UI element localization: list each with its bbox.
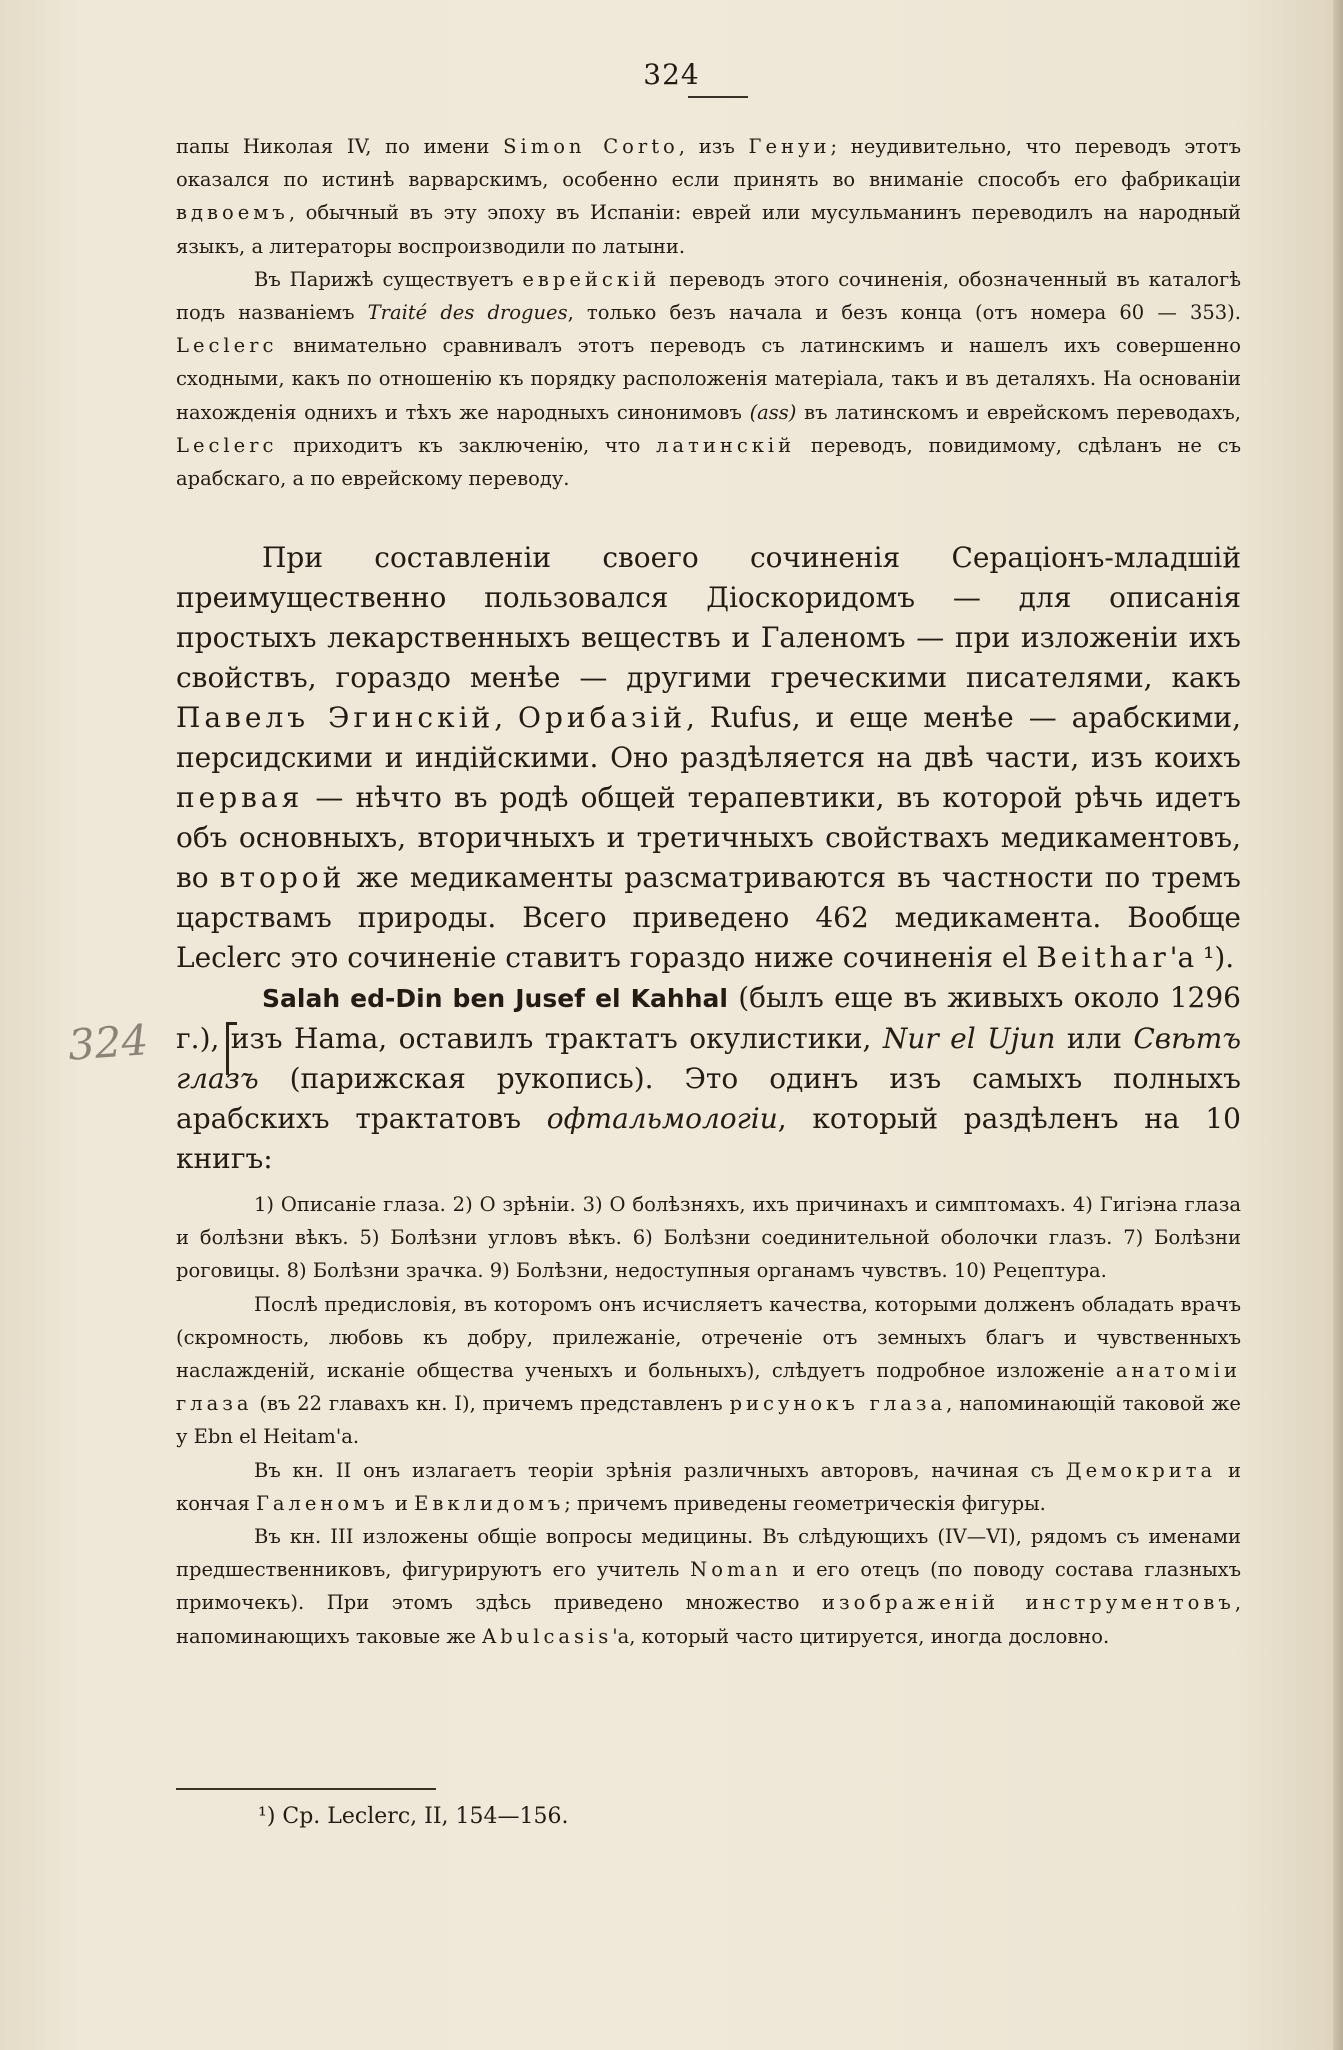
- spaced-emphasis: Beithar: [1036, 941, 1170, 974]
- spaced-emphasis: латинскій: [656, 433, 796, 457]
- text-run: , напоминающихъ таковые же: [176, 1591, 1242, 1648]
- spaced-emphasis: вдвоемъ: [176, 201, 289, 225]
- page-number: 324: [643, 58, 700, 91]
- paragraph: [176, 130, 1241, 263]
- text-run: — нѣчто въ родѣ общей терапевтики, въ которой рѣчь идетъ объ основныхъ, вторичныхъ и третичныхъ свойствахъ медикаментовъ, во: [176, 781, 1241, 894]
- paragraph: [176, 538, 1241, 978]
- spaced-emphasis: Демокрита: [1065, 1458, 1217, 1482]
- footnote-rule: [176, 1788, 436, 1790]
- text-run: (былъ еще въ живыхъ около 1296 г.), изъ Hama, оставилъ трактатъ окулистики,: [176, 981, 1242, 1055]
- text-run: же медикаменты разсматриваются въ частности по тремъ царствамъ природы. Всего приведено 462 медикамента. Вообще Leclerc это сочиненіе ставитъ гораздо ниже сочиненія el: [176, 861, 1241, 974]
- paragraph: [176, 1454, 1241, 1520]
- spaced-emphasis: Евклидомъ: [414, 1491, 565, 1515]
- spaced-emphasis: Генуи: [748, 135, 831, 158]
- text-run: (парижская рукопись). Это одинъ изъ самыхъ полныхъ арабскихъ трактатовъ: [176, 1062, 1241, 1135]
- text-run: приходитъ къ заключенію, что: [277, 433, 657, 457]
- italic-text: Traité des drogues: [367, 301, 568, 325]
- text-run: 1) Описаніе глаза. 2) О зрѣніи. 3) О болѣзняхъ, ихъ причинахъ и симптомахъ. 4) Гигіэна глаза и болѣзни вѣкъ. 5) Болѣзни угловъ вѣкъ. 6) Болѣзни соединительной оболочки глазъ. 7) Болѣзни роговицы. 8) Болѣзни зрачка. 9) Болѣзни, недоступныя органамъ чувствъ. 10) Рецептура.: [176, 1193, 1241, 1283]
- text-run: Въ кн. II онъ излагаетъ теоріи зрѣнія различныхъ авторовъ, начиная съ: [254, 1458, 1066, 1482]
- spaced-emphasis: Leclerc: [176, 433, 278, 457]
- text-run: , Rufus, и еще менѣе — арабскими, персидскими и индійскими. Оно раздѣляется на двѣ части, изъ коихъ: [176, 701, 1241, 774]
- bottom-small-text: [176, 1188, 1241, 1653]
- text-run: , изъ: [678, 135, 749, 158]
- text-run: внимательно сравнивалъ этотъ переводъ съ латинскимъ и нашелъ ихъ совершенно сходными, какъ по отношенію къ порядку расположенія матеріала, такъ и въ деталяхъ. На основаніи нахожденія однихъ и тѣхъ же народныхъ синонимовъ: [176, 334, 1241, 424]
- spaced-emphasis: анатоміи глаза: [176, 1359, 1241, 1416]
- main-large-text: [176, 538, 1241, 1179]
- text-run: , обычный въ эту эпоху въ Испаніи: еврей или мусульманинъ переводилъ на народный языкъ, а литераторы воспроизводили по латыни.: [176, 201, 1241, 258]
- text-run: Послѣ предисловія, въ которомъ онъ исчисляетъ качества, которыми долженъ обладать врачъ (скромность, любовь къ добру, прилежаніе, отреченіе отъ земныхъ благъ и чувственныхъ наслажденій, исканіе общества ученыхъ и больныхъ), слѣдуетъ подробное изложеніе: [176, 1292, 1241, 1383]
- text-run: , который раздѣленъ на 10 книгъ:: [176, 1102, 1241, 1175]
- spaced-emphasis: рисунокъ глаза: [729, 1392, 947, 1416]
- spaced-emphasis: Simon Corto: [503, 135, 679, 158]
- handwritten-margin-note: 324: [66, 1015, 150, 1070]
- text-run: переводъ, повидимому, сдѣланъ не съ арабскаго, а по еврейскому переводу.: [176, 433, 1241, 491]
- page-number-underline: [688, 96, 748, 98]
- text-run: въ латинскомъ и еврейскомъ переводахъ,: [796, 400, 1241, 424]
- paragraph: [176, 263, 1241, 495]
- text-run: и его отецъ (по поводу состава глазныхъ примочекъ). При этомъ здѣсь приведено множество: [176, 1558, 1242, 1615]
- text-run: 'а ¹).: [1169, 941, 1235, 974]
- text-run: ; причемъ приведены геометрическія фигуры.: [564, 1491, 1046, 1515]
- page-edge: [1333, 0, 1343, 2050]
- spaced-emphasis: Орибазій: [518, 701, 687, 734]
- spaced-emphasis: Noman: [690, 1558, 782, 1582]
- text-run: , напоминающій таковой же у Ebn el Heitam'а.: [176, 1392, 1241, 1449]
- italic-text: Nur el Ujun: [882, 1022, 1056, 1055]
- italic-text: (ass): [749, 400, 797, 424]
- bold-heading-name: Salah ed-Din ben Jusef el Kahhal: [262, 984, 728, 1013]
- paragraph: [176, 1188, 1241, 1288]
- text-run: Въ Парижѣ существуетъ: [254, 267, 523, 291]
- text-run: ,: [494, 701, 519, 734]
- text-run: папы Николая IV, по имени: [176, 135, 504, 158]
- paragraph: [176, 1288, 1241, 1454]
- text-run: , только безъ начала и безъ конца (отъ номера 60 — 353).: [567, 301, 1241, 325]
- text-run: 'а, который часто цитируется, иногда дословно.: [612, 1624, 1110, 1648]
- text-run: и кончая: [176, 1458, 1241, 1515]
- spaced-emphasis: второй: [219, 861, 346, 894]
- italic-text: офтальмологіи: [546, 1102, 778, 1135]
- text-run: и: [388, 1491, 415, 1515]
- spaced-emphasis: Leclerc: [176, 334, 278, 358]
- spaced-emphasis: еврейскій: [522, 267, 661, 291]
- spaced-emphasis: Abulcasis: [482, 1624, 613, 1648]
- top-small-text: [176, 130, 1241, 495]
- text-run: или: [1055, 1022, 1134, 1055]
- text-run: При составленіи своего сочиненія Сераціонъ-младшій преимущественно пользовался Діоскоридомъ — для описанія простыхъ лекарственныхъ веществъ и Галеномъ — при изложеніи ихъ свойствъ, гораздо менѣе — другими греческими писателями, какъ: [176, 541, 1241, 694]
- spaced-emphasis: Павелъ Эгинскій: [176, 701, 495, 734]
- text-run: ; неудивительно, что переводъ этотъ оказался по истинѣ варварскимъ, особенно если принять во вниманіе способъ его фабрикаціи: [176, 135, 1241, 192]
- footnote: ¹) Ср. Leclerc, II, 154—156.: [258, 1804, 569, 1829]
- text-run: переводъ этого сочиненія, обозначенный въ каталогѣ подъ названіемъ: [176, 267, 1241, 325]
- text-run: (въ 22 главахъ кн. I), причемъ представленъ: [252, 1392, 730, 1416]
- spaced-emphasis: Галеномъ: [255, 1491, 389, 1515]
- italic-text: Свѣтъ глазъ: [176, 1022, 1241, 1095]
- paragraph: [176, 978, 1241, 1179]
- spaced-emphasis: первая: [176, 781, 304, 814]
- text-run: Въ кн. III изложены общіе вопросы медицины. Въ слѣдующихъ (IV—VI), рядомъ съ именами предшественниковъ, фигурируютъ его учитель: [176, 1525, 1241, 1582]
- paragraph: [176, 1520, 1241, 1653]
- pencil-bracket-mark: [226, 1022, 237, 1075]
- spaced-emphasis: изображеній инструментовъ: [822, 1591, 1235, 1615]
